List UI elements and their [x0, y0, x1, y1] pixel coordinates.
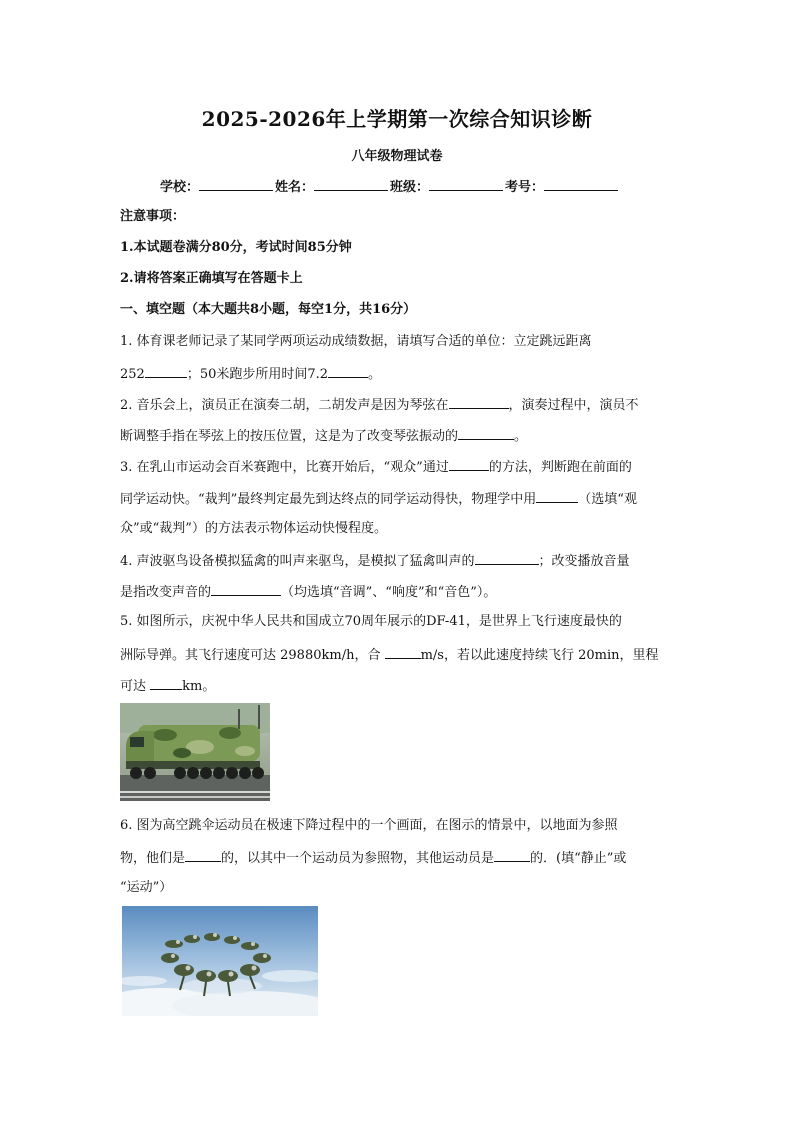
notes-item-2: 2.请将答案正确填写在答题卡上: [120, 271, 303, 286]
name-field[interactable]: [314, 178, 388, 191]
school-field[interactable]: [199, 178, 273, 191]
q4-line-1: [120, 552, 680, 570]
student-info-line: [160, 176, 620, 195]
q2-text-c: 断调整手指在琴弦上的按压位置，这是为了改变琴弦振动的: [120, 429, 459, 444]
q2-text-b: ，演奏过程中，演员不: [508, 398, 639, 413]
q2-line-1: [120, 396, 680, 414]
q6-text-b: 的，以其中一个运动员为参照物，其他运动员是: [221, 851, 495, 866]
q3-text-a: 3. 在乳山市运动会百米赛跑中，比赛开始后，“观众”通过: [120, 460, 449, 475]
q6-line-2: [120, 849, 680, 867]
school-label: 学校：: [160, 180, 200, 195]
q6-text-a: 物，他们是: [120, 851, 186, 866]
q1-line-2: [120, 365, 680, 383]
q5-line-2: [120, 646, 680, 664]
q4-line-2: [120, 583, 680, 601]
q2-text-d: 。: [514, 429, 528, 444]
q2-blank-2[interactable]: [458, 427, 514, 440]
notes-item-1: 1.本试题卷满分80分，考试时间85分钟: [120, 240, 352, 255]
q6-blank-1[interactable]: [185, 849, 221, 862]
page-title: 2025-2026年上学期第一次综合知识诊断: [201, 107, 593, 131]
q5-text-b: m/s，若以此速度持续飞行 20min，里程: [420, 648, 659, 663]
q1-line-1: 1. 体育课老师记录了某同学两项运动成绩数据，请填写合适的单位：立定跳远距离: [120, 334, 592, 349]
q4-text-c: 是指改变声音的: [120, 585, 212, 600]
q4-text-a: 4. 声波驱鸟设备模拟猛禽的叫声来驱鸟，是模拟了猛禽叫声的: [120, 554, 475, 569]
q4-text-d: （均选填“音调”、“响度”和“音色”）。: [281, 585, 497, 600]
q3-text-b: 的方法，判断跑在前面的: [488, 460, 632, 475]
page-subtitle: 八年级物理试卷: [351, 149, 443, 164]
name-label: 姓名：: [275, 180, 315, 195]
q3-text-c: 同学运动快。“裁判”最终判定最先到达终点的同学运动得快，物理学中用: [120, 492, 537, 507]
q4-text-b: ；改变播放音量: [538, 554, 630, 569]
skydivers-image: [122, 906, 318, 1016]
missile-vehicle-image: [120, 703, 270, 801]
q4-blank-2[interactable]: [211, 583, 281, 596]
q6-text-c: 的．(填“静止”或: [530, 851, 627, 866]
q6-line-3: “运动”）: [120, 880, 173, 895]
q6-blank-2[interactable]: [494, 849, 530, 862]
q5-text-d: km。: [182, 679, 216, 694]
q2-line-2: [120, 427, 680, 445]
q3-line-2: [120, 490, 680, 508]
q1-text-b: ；50米跑步所用时间7.2: [186, 367, 329, 382]
q1-text-c: 。: [368, 367, 382, 382]
q5-line-3: [120, 677, 680, 695]
q6-line-1: 6. 图为高空跳伞运动员在极速下降过程中的一个画面，在图示的情景中，以地面为参照: [120, 818, 618, 833]
q5-text-c: 可达: [120, 679, 151, 694]
class-field[interactable]: [429, 178, 503, 191]
class-label: 班级：: [390, 180, 430, 195]
q5-blank-1[interactable]: [385, 646, 421, 659]
q1-text-a: 252: [120, 367, 145, 382]
q2-text-a: 2. 音乐会上，演员正在演奏二胡，二胡发声是因为琴弦在: [120, 398, 449, 413]
q3-text-d: （选填“观: [578, 492, 637, 507]
q2-blank-1[interactable]: [449, 396, 509, 409]
q3-blank-1[interactable]: [449, 458, 489, 471]
q1-blank-2[interactable]: [328, 365, 368, 378]
section-heading: 一、填空题（本大题共8小题，每空1分，共16分）: [120, 302, 417, 317]
q4-blank-1[interactable]: [475, 552, 539, 565]
q5-blank-2[interactable]: [150, 677, 182, 690]
q1-blank-1[interactable]: [145, 365, 187, 378]
notes-heading: 注意事项：: [120, 209, 186, 224]
q3-line-3: 众”或“裁判”）的方法表示物体运动快慢程度。: [120, 521, 387, 536]
id-field[interactable]: [544, 178, 618, 191]
id-label: 考号：: [505, 180, 545, 195]
q5-line-1: 5. 如图所示，庆祝中华人民共和国成立70周年展示的DF-41，是世界上飞行速度最快的: [120, 614, 622, 629]
q3-line-1: [120, 458, 680, 476]
q3-blank-2[interactable]: [536, 490, 578, 503]
q5-text-a: 洲际导弹。其飞行速度可达 29880km/h，合: [120, 648, 385, 663]
